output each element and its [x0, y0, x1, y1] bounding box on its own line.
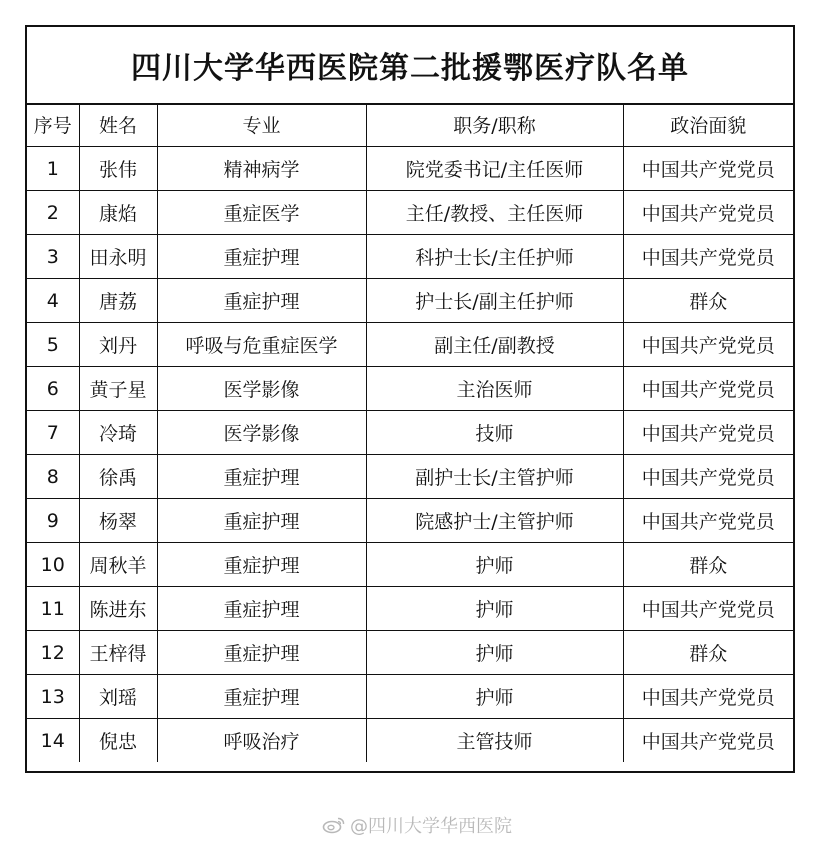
cell-specialty: 重症护理 — [157, 499, 366, 543]
header-name: 姓名 — [79, 103, 157, 147]
cell-specialty: 重症护理 — [157, 543, 366, 587]
cell-position: 护士长/副主任护师 — [366, 279, 623, 323]
cell-name: 徐禹 — [79, 455, 157, 499]
cell-specialty: 重症医学 — [157, 191, 366, 235]
table-row — [27, 499, 793, 543]
cell-name: 黄子星 — [79, 367, 157, 411]
cell-position: 副护士长/主管护师 — [366, 455, 623, 499]
cell-index: 10 — [27, 543, 79, 587]
cell-specialty: 重症护理 — [157, 675, 366, 719]
cell-specialty: 重症护理 — [157, 587, 366, 631]
cell-specialty: 精神病学 — [157, 147, 366, 191]
cell-political-status: 中国共产党党员 — [623, 455, 793, 499]
cell-political-status: 中国共产党党员 — [623, 367, 793, 411]
cell-position: 主管技师 — [366, 719, 623, 763]
cell-name: 王梓得 — [79, 631, 157, 675]
roster-sheet — [25, 25, 795, 773]
cell-index: 2 — [27, 191, 79, 235]
cell-position: 护师 — [366, 587, 623, 631]
cell-position: 护师 — [366, 543, 623, 587]
table-row — [27, 631, 793, 675]
table-row — [27, 235, 793, 279]
cell-political-status: 群众 — [623, 543, 793, 587]
cell-name: 田永明 — [79, 235, 157, 279]
cell-name: 陈进东 — [79, 587, 157, 631]
cell-position: 护师 — [366, 675, 623, 719]
cell-index: 7 — [27, 411, 79, 455]
table-header-row — [27, 103, 793, 147]
cell-name: 刘瑶 — [79, 675, 157, 719]
table-row — [27, 411, 793, 455]
table-row — [27, 191, 793, 235]
cell-position: 主治医师 — [366, 367, 623, 411]
document-title: 四川大学华西医院第二批援鄂医疗队名单 — [27, 27, 793, 105]
cell-political-status: 中国共产党党员 — [623, 235, 793, 279]
cell-political-status: 中国共产党党员 — [623, 675, 793, 719]
cell-name: 刘丹 — [79, 323, 157, 367]
table-row — [27, 147, 793, 191]
table-body — [27, 147, 793, 763]
cell-name: 唐荔 — [79, 279, 157, 323]
cell-specialty: 重症护理 — [157, 455, 366, 499]
cell-position: 副主任/副教授 — [366, 323, 623, 367]
cell-name: 周秋羊 — [79, 543, 157, 587]
cell-political-status: 群众 — [623, 631, 793, 675]
cell-position: 科护士长/主任护师 — [366, 235, 623, 279]
cell-specialty: 呼吸与危重症医学 — [157, 323, 366, 367]
cell-specialty: 呼吸治疗 — [157, 719, 366, 763]
cell-index: 4 — [27, 279, 79, 323]
cell-index: 9 — [27, 499, 79, 543]
cell-political-status: 中国共产党党员 — [623, 719, 793, 763]
cell-position: 院党委书记/主任医师 — [366, 147, 623, 191]
cell-position: 院感护士/主管护师 — [366, 499, 623, 543]
table-row — [27, 675, 793, 719]
cell-specialty: 医学影像 — [157, 367, 366, 411]
cell-name: 倪忠 — [79, 719, 157, 763]
cell-name: 张伟 — [79, 147, 157, 191]
table-row — [27, 587, 793, 631]
cell-specialty: 重症护理 — [157, 279, 366, 323]
cell-index: 1 — [27, 147, 79, 191]
cell-political-status: 中国共产党党员 — [623, 147, 793, 191]
cell-specialty: 医学影像 — [157, 411, 366, 455]
header-index: 序号 — [27, 103, 79, 147]
roster-table — [27, 103, 793, 762]
table-row — [27, 719, 793, 763]
table-row — [27, 279, 793, 323]
table-row — [27, 323, 793, 367]
weibo-watermark — [322, 812, 512, 838]
header-position: 职务/职称 — [366, 103, 623, 147]
cell-index: 8 — [27, 455, 79, 499]
cell-position: 主任/教授、主任医师 — [366, 191, 623, 235]
table-row — [27, 455, 793, 499]
cell-political-status: 中国共产党党员 — [623, 323, 793, 367]
header-political-status: 政治面貌 — [623, 103, 793, 147]
cell-index: 14 — [27, 719, 79, 763]
weibo-icon — [322, 816, 346, 834]
cell-position: 技师 — [366, 411, 623, 455]
cell-index: 6 — [27, 367, 79, 411]
cell-name: 杨翠 — [79, 499, 157, 543]
cell-political-status: 群众 — [623, 279, 793, 323]
cell-specialty: 重症护理 — [157, 631, 366, 675]
watermark-text: @四川大学华西医院 — [350, 816, 512, 837]
cell-political-status: 中国共产党党员 — [623, 499, 793, 543]
table-row — [27, 367, 793, 411]
cell-political-status: 中国共产党党员 — [623, 191, 793, 235]
cell-position: 护师 — [366, 631, 623, 675]
cell-specialty: 重症护理 — [157, 235, 366, 279]
cell-index: 11 — [27, 587, 79, 631]
table-row — [27, 543, 793, 587]
cell-name: 冷琦 — [79, 411, 157, 455]
cell-index: 12 — [27, 631, 79, 675]
cell-index: 13 — [27, 675, 79, 719]
cell-index: 3 — [27, 235, 79, 279]
cell-political-status: 中国共产党党员 — [623, 411, 793, 455]
cell-political-status: 中国共产党党员 — [623, 587, 793, 631]
cell-name: 康焰 — [79, 191, 157, 235]
cell-index: 5 — [27, 323, 79, 367]
header-specialty: 专业 — [157, 103, 366, 147]
